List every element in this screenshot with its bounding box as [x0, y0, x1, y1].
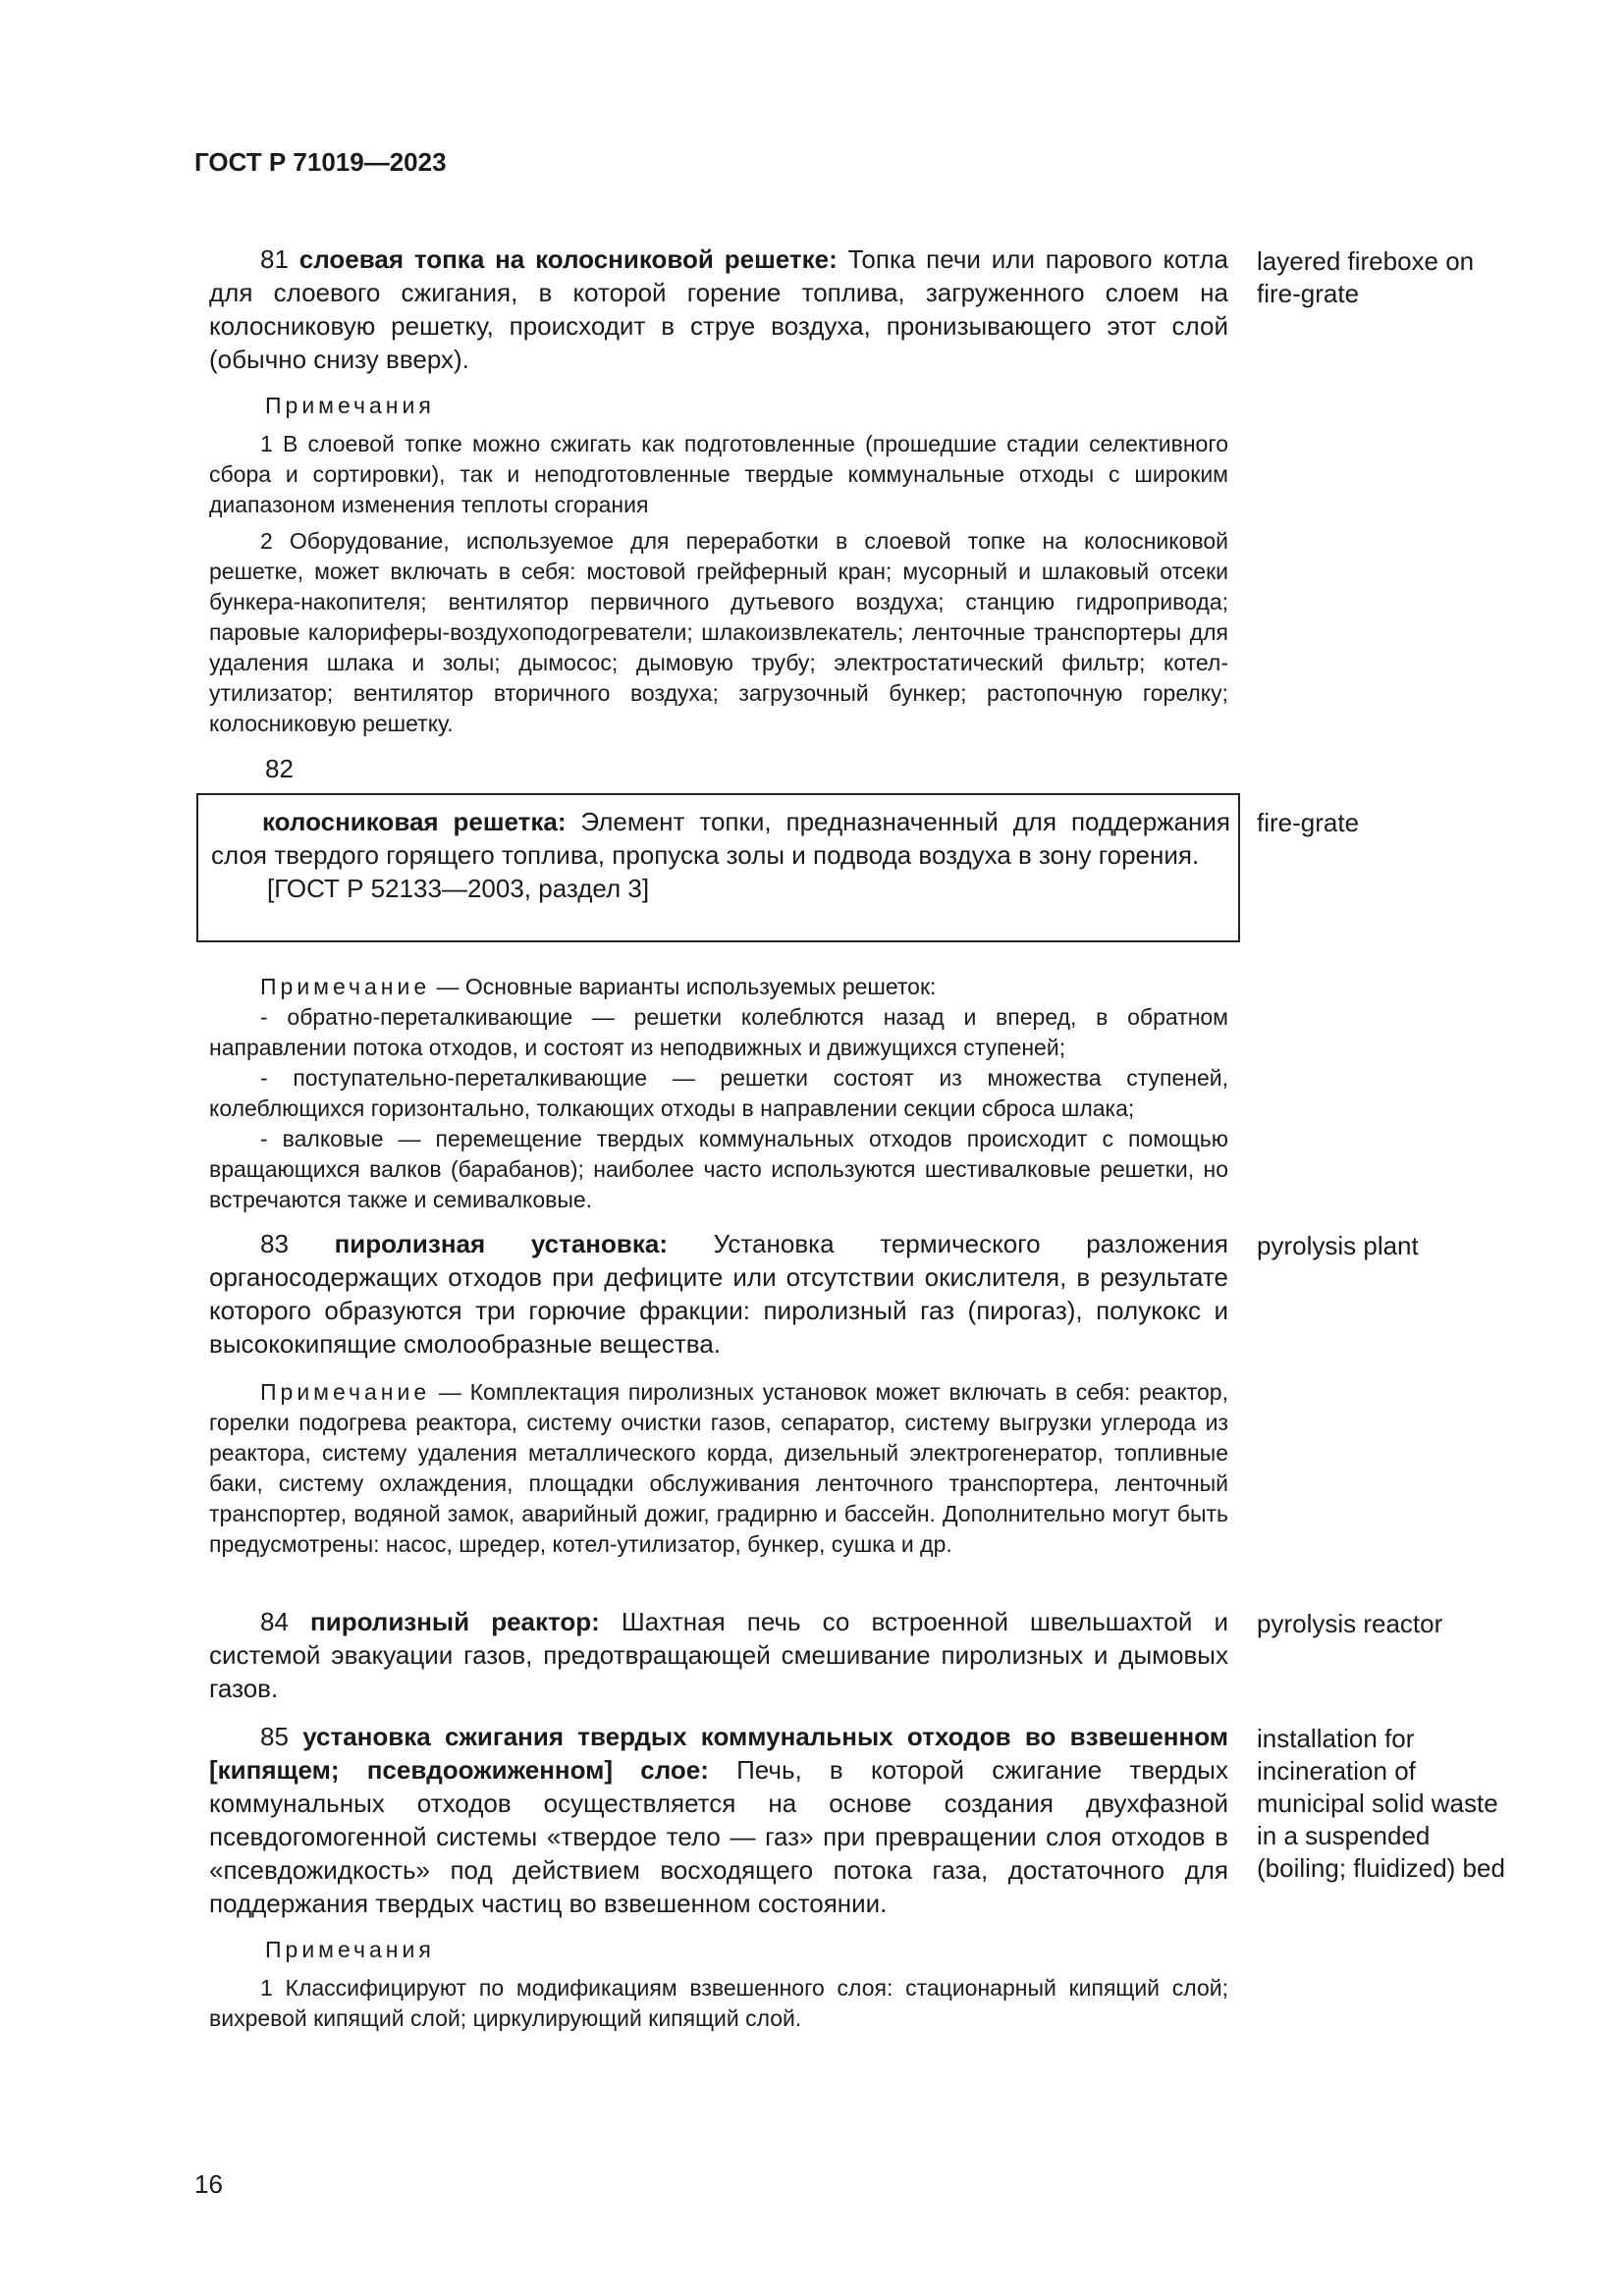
definition: Топка печи или парового котла для слоевого сжигания, в которой горение топлива, загруженного слоем на колосниковую решетку, происходит в струе воздуха, пронизывающего этот слой (обычно снизу вверх). — [209, 244, 1228, 374]
notes-title-81: Примечания — [265, 393, 435, 418]
term: слоевая топка на колосниковой решетке: — [298, 244, 838, 274]
note-2: 2 Оборудование, используемое для переработки в слоевой топке на колосниковой решетке, может включать в себя: мостовой грейферный кран; мусорный и шлаковый отсеки бункера-накопителя; вентилятор первичного дутьевого воздуха; станцию гидропривода; паровые калориферы-воздухоподогреватели; шлакоизвлекатель; ленточные транспортеры для удаления шлака и золы; дымосос; дымовую трубу; электростатический фильтр; котел-утилизатор; вентилятор вторичного воздуха; загрузочный бункер; растопочную горелку; колосниковую решетку. — [209, 528, 1228, 736]
note-item: - обратно-переталкивающие — решетки колеблются назад и вперед, в обратном направлении потока отходов, и состоят из неподвижных и движущихся ступеней; — [209, 1004, 1228, 1060]
term: пиролизный реактор: — [310, 1607, 600, 1636]
notes-81 — [209, 429, 1228, 739]
note-item: - валковые — перемещение твердых коммунальных отходов происходит с помощью вращающихся валков (барабанов); наиболее часто используются шестивалковые решетки, но встречаются также и семивалковые. — [209, 1126, 1228, 1212]
entry-83 — [209, 1227, 1228, 1361]
note-title: Примечание — [260, 974, 431, 999]
english-term-84: pyrolysis reactor — [1257, 1609, 1443, 1638]
entry-81 — [209, 242, 1228, 376]
definition: Установка термического разложения органосодержащих отходов при дефиците или отсутствии окислителя, в результате которого образуются три горючие фракции: пиролизный газ (пирогаз), полукокс и высококипящие смолообразные вещества. — [209, 1229, 1229, 1359]
reference: [ГОСТ Р 52133—2003, раздел 3] — [267, 874, 650, 903]
entry-82-box — [196, 793, 1240, 942]
english-term-85: installation for incineration of municipal solid waste in a suspended (boiling; fluidized) bed — [1257, 1724, 1505, 1883]
entry-85 — [209, 1720, 1228, 1920]
document-header: ГОСТ Р 71019—2023 — [194, 147, 447, 177]
notes-title-85: Примечания — [265, 1937, 435, 1962]
definition: Печь, в которой сжигание твердых коммунальных отходов осуществляется на основе создания двухфазной псевдогомогенной системы «твердое тело — газ» при превращении слоя отходов в «псевдожидкость» под действием восходящего потока газа, достаточного для поддержания твердых частиц во взвешенном состоянии. — [209, 1755, 1228, 1918]
entry-number: 84 — [260, 1607, 289, 1636]
note-title: Примечание — [260, 1379, 431, 1405]
definition: Элемент топки, предназначенный для поддержания слоя твердого горящего топлива, пропуска золы и подвода воздуха в зону горения. — [211, 807, 1230, 870]
note-text: — Комплектация пиролизных установок может включать в себя: реактор, горелки подогрева реактора, систему очистки газов, сепаратор, систему выгрузки углерода из реактора, систему удаления металлического корда, дизельный электрогенератор, топливные баки, систему охлаждения, площадки обслуживания ленточного транспортера, ленточный транспортер, водяной замок, аварийный дожиг, градирню и бассейн. Дополнительно могут быть предусмотрены: насос, шредер, котел-утилизатор, бункер, сушка и др. — [209, 1379, 1228, 1557]
entry-number: 83 — [260, 1229, 289, 1258]
entry-number-82: 82 — [265, 754, 294, 783]
entry-number: 81 — [260, 244, 289, 274]
note-1: 1 Классифицируют по модификациям взвешенного слоя: стационарный кипящий слой; вихревой кипящий слой; циркулирующий кипящий слой. — [209, 1975, 1228, 2031]
term: пиролизная установка: — [334, 1229, 668, 1258]
english-term-82: fire-grate — [1257, 808, 1360, 837]
entry-84 — [209, 1605, 1228, 1705]
note-item: - поступательно-переталкивающие — решетки состоят из множества ступеней, колеблющихся горизонтально, толкающих отходы в направлении секции сброса шлака; — [209, 1065, 1228, 1121]
term: установка сжигания твердых коммунальных отходов во взвешенном [кипящем; псевдоожиженном] слое: — [209, 1722, 1228, 1785]
notes-85 — [209, 1973, 1228, 2034]
page-number: 16 — [194, 2169, 223, 2199]
notes-82 — [209, 972, 1228, 1215]
english-term-83: pyrolysis plant — [1257, 1231, 1419, 1260]
notes-83 — [209, 1377, 1228, 1560]
definition: Шахтная печь со встроенной швельшахтой и системой эвакуации газов, предотвращающей смешивание пиролизных и дымовых газов. — [209, 1607, 1228, 1703]
note-intro: — Основные варианты используемых решеток: — [430, 974, 937, 999]
term: колосниковая решетка: — [262, 807, 567, 836]
note-1: 1 В слоевой топке можно сжигать как подготовленные (прошедшие стадии селективного сбора и сортировки), так и неподготовленные твердые коммунальные отходы с широким диапазоном изменения теплоты сгорания — [209, 431, 1228, 517]
entry-number: 85 — [260, 1722, 289, 1751]
english-term-81: layered fireboxe on fire-grate — [1257, 246, 1475, 308]
